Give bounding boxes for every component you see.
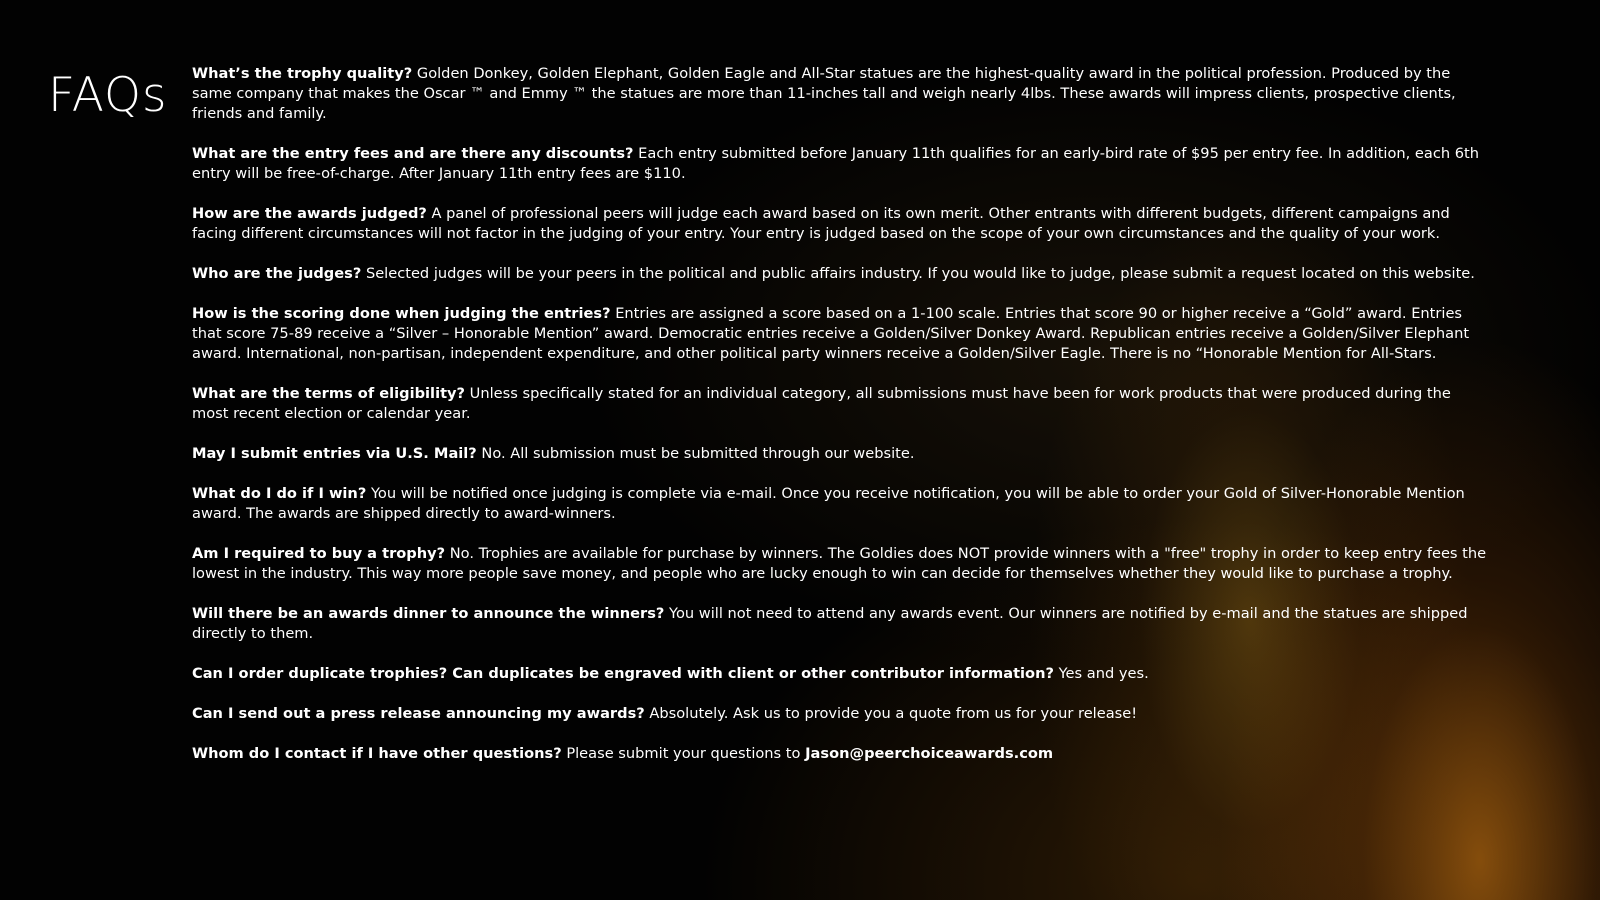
faq-question: Can I send out a press release announcing my awards?: [192, 705, 645, 722]
faq-answer: Yes and yes.: [1058, 665, 1149, 682]
faq-item-eligibility: [192, 384, 1488, 424]
faq-answer: Entries are assigned a score based on a 1-100 scale. Entries that score 90 or higher receive a “Gold” award. Entries that score 75-89 receive a “Silver – Honorable Mention” award. Democratic entries receive a Golden/Silver Donkey Award. Republican entries receive a Golden/Silver Elephant award. International, non-partisan, independent expenditure, and other political party winners receive a Golden/Silver Eagle. There is no “Honorable Mention for All-Stars.: [192, 305, 1470, 362]
faq-question: Can I order duplicate trophies? Can duplicates be engraved with client or other contributor information?: [192, 665, 1054, 682]
faq-question: Whom do I contact if I have other questions?: [192, 745, 562, 762]
faq-question: What are the entry fees and are there any discounts?: [192, 145, 634, 162]
faq-question: May I submit entries via U.S. Mail?: [192, 445, 477, 462]
faq-answer: A panel of professional peers will judge each award based on its own merit. Other entrants with different budgets, different campaigns and facing different circumstances will not factor in the judging of your entry. Your entry is judged based on the scope of your own circumstances and the quality of your work.: [192, 205, 1450, 242]
faq-item-press-release: [192, 704, 1488, 724]
faq-item-judges: [192, 264, 1488, 284]
faq-answer: Selected judges will be your peers in the political and public affairs industry. If you would like to judge, please submit a request located on this website.: [365, 265, 1475, 282]
faq-item-scoring: [192, 304, 1488, 364]
faq-item-us-mail: [192, 444, 1488, 464]
page-title: FAQs: [48, 68, 168, 123]
faq-item-duplicates: [192, 664, 1488, 684]
faq-item-trophy-quality: [192, 64, 1488, 124]
faq-item-awards-dinner: [192, 604, 1488, 644]
faq-question: What do I do if I win?: [192, 485, 367, 502]
faq-question: How are the awards judged?: [192, 205, 427, 222]
faq-answer: Golden Donkey, Golden Elephant, Golden Eagle and All-Star statues are the highest-quality award in the political profession. Produced by the same company that makes the Oscar ™ and Emmy ™ the statues are more than 11-inches tall and weigh nearly 4lbs. These awards will impress clients, prospective clients, friends and family.: [192, 65, 1456, 122]
faq-list: [192, 64, 1488, 784]
faq-item-if-win: [192, 484, 1488, 524]
faq-item-entry-fees: [192, 144, 1488, 184]
faq-answer: Unless specifically stated for an individual category, all submissions must have been for work products that were produced during the most recent election or calendar year.: [192, 385, 1451, 422]
faq-answer: You will be notified once judging is complete via e-mail. Once you receive notification, you will be able to order your Gold of Silver-Honorable Mention award. The awards are shipped directly to award-winners.: [192, 485, 1465, 522]
faq-item-judging: [192, 204, 1488, 244]
faq-answer: You will not need to attend any awards event. Our winners are notified by e-mail and the statues are shipped directly to them.: [192, 605, 1468, 642]
faq-item-buy-trophy: [192, 544, 1488, 584]
faq-question: What are the terms of eligibility?: [192, 385, 466, 402]
faq-question: Am I required to buy a trophy?: [192, 545, 446, 562]
faq-question: What’s the trophy quality?: [192, 65, 413, 82]
contact-email-link[interactable]: Jason@peerchoiceawards.com: [805, 745, 1054, 762]
faq-answer: Absolutely. Ask us to provide you a quote from us for your release!: [649, 705, 1138, 722]
faq-answer: Each entry submitted before January 11th qualifies for an early-bird rate of $95 per entry fee. In addition, each 6th entry will be free-of-charge. After January 11th entry fees are $110.: [192, 145, 1480, 182]
faq-question: Who are the judges?: [192, 265, 362, 282]
faq-answer: Please submit your questions to: [566, 745, 801, 762]
faq-answer: No. All submission must be submitted through our website.: [481, 445, 915, 462]
faq-question: Will there be an awards dinner to announce the winners?: [192, 605, 665, 622]
faq-item-contact: [192, 744, 1488, 764]
faq-answer: No. Trophies are available for purchase by winners. The Goldies does NOT provide winners with a "free" trophy in order to keep entry fees the lowest in the industry. This way more people save money, and people who are lucky enough to win can decide for themselves whether they would like to purchase a trophy.: [192, 545, 1487, 582]
faq-question: How is the scoring done when judging the entries?: [192, 305, 611, 322]
